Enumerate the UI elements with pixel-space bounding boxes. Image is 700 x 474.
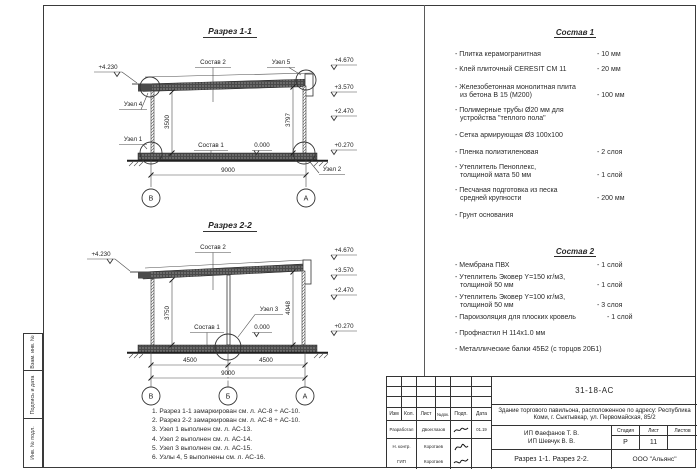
material-item: - Профнастил Н 114х1.0 мм <box>455 330 546 337</box>
section1-axis-a: А <box>303 195 309 203</box>
stamp-podpis-data-label: Подпись и дата <box>30 375 36 414</box>
label-uzel1: Узел 1 <box>123 136 143 143</box>
sheet-label: Лист <box>639 426 667 436</box>
date-cell <box>472 454 491 469</box>
elev-left-4230: +4.230 <box>98 64 118 71</box>
elev-right-0270-s2: +0.270 <box>334 323 354 330</box>
section2-dim-right: 4048 <box>285 301 292 315</box>
role-razrabotal: Разработал <box>387 421 417 439</box>
label-uzel3: Узел 3 <box>259 306 279 313</box>
label-sostav2-s2: Состав 2 <box>200 244 226 251</box>
date-cell: 01.19 <box>472 421 491 439</box>
section2-elevations <box>87 247 357 336</box>
signature-cell <box>451 421 472 439</box>
col-ndok: №док. <box>436 408 451 421</box>
label-sostav1: Состав 1 <box>198 142 224 149</box>
drawing-title: Разрез 1-1. Разрез 2-2. <box>491 450 611 469</box>
name-dvoeglazov: Двоеглазов <box>417 421 451 439</box>
sostav1-panel <box>455 28 695 233</box>
note-line: 6. Узлы 4, 5 выполнены см. л. АС-16. <box>152 454 266 462</box>
material-item: - Железобетонная монолитная плита из бетона В 15 (М200) - 100 мм <box>455 84 625 99</box>
section2-axis-a: А <box>302 393 308 401</box>
signature-icon <box>453 457 469 467</box>
label-uzel2: Узел 2 <box>322 166 342 173</box>
elev-right-4670: +4.670 <box>334 57 354 64</box>
col-data: Дата <box>472 408 491 421</box>
section1-dimensions <box>142 85 315 208</box>
wall-right2 <box>302 271 305 345</box>
client-2: ИП Шевчук В. В. <box>528 437 575 445</box>
title-block <box>386 376 696 468</box>
material-item: - Металлические балки 45Б2 (с торцов 20Б1) <box>455 346 602 353</box>
notes-list <box>152 407 382 462</box>
material-item: - Грунт основания <box>455 212 514 219</box>
stamp-inv-podl <box>23 419 43 468</box>
stage-value: Р <box>611 436 639 450</box>
signature-icon <box>453 425 469 435</box>
elev-right-2470: +2.470 <box>334 108 354 115</box>
stage-label: Стадия <box>611 426 639 436</box>
signature-cell <box>451 454 472 469</box>
clients-cell <box>491 426 611 450</box>
material-item: - Утеплитель Эковер Y=150 кг/м3, толщиной 50 мм - 1 слой <box>455 274 623 289</box>
section1-axis-v: В <box>148 195 154 203</box>
company-name: ООО "Альянс" <box>611 450 697 469</box>
section-2-2-drawing <box>85 218 430 418</box>
stamp-vzam-inv-label: Взам. инв. № <box>30 335 36 369</box>
roof-slab2 <box>143 264 303 279</box>
material-item: - Песчаная подготовка из песка средней крупности - 200 мм <box>455 187 625 202</box>
client-1: ИП Фаефанов Т. В. <box>524 429 579 437</box>
note-line: 3. Узел 1 выполнен см. л. АС-13. <box>152 426 253 434</box>
roof-canopy-left2 <box>138 272 150 279</box>
elev-right-4670-s2: +4.670 <box>334 247 354 254</box>
elev-right-3570-s2: +3.570 <box>334 267 354 274</box>
sostav1-title: Состав 1 <box>555 28 595 37</box>
label-sostav2: Состав 2 <box>200 59 226 66</box>
material-item: - Сетка армирующая Ø3 100х100 <box>455 132 563 139</box>
left-stamp-column <box>23 333 43 468</box>
note-line: 2. Разрез 2-2 замаркирован см. л. АС-8 ÷ АС-10. <box>152 417 301 425</box>
section2-dim-total: 9000 <box>221 370 235 377</box>
stamp-podpis-data <box>23 371 43 419</box>
section-1-1-drawing <box>85 22 430 227</box>
material-item: - Мембрана ПВХ - 1 слой <box>455 262 623 269</box>
sheets-label: Листов <box>667 426 697 436</box>
label-uzel4: Узел 4 <box>123 101 143 108</box>
roof-slab <box>143 79 311 92</box>
col-list: Лист <box>417 408 436 421</box>
elev-right-2470-s2: +2.470 <box>334 287 354 294</box>
wall-right <box>303 86 306 153</box>
name-korotaev1: Коротаев <box>417 439 451 454</box>
col-izm: Изм <box>387 408 402 421</box>
section1-title: Разрез 1-1 <box>208 26 252 36</box>
material-item: - Пароизоляция для плоских кровель - 1 слой <box>455 314 633 321</box>
section1-dim-total: 9000 <box>221 167 235 174</box>
section2-axis-b: Б <box>225 393 231 401</box>
title-block-right <box>491 377 697 469</box>
signature-cell <box>451 439 472 454</box>
material-item: - Утеплитель Пеноплекс, толщиной мата 50 мм - 1 слой <box>455 164 623 179</box>
label-uzel5: Узел 5 <box>271 59 291 66</box>
section2-structure <box>127 260 328 360</box>
stamp-vzam-inv <box>23 333 43 371</box>
section1-dim-left: 3500 <box>164 115 171 129</box>
floor-slab <box>138 153 317 160</box>
sheet-value: 11 <box>639 436 667 450</box>
material-item: - Полимерные трубы Ø20 мм для устройства "теплого пола" <box>455 107 564 122</box>
signature-icon <box>453 442 469 452</box>
role-gip: ГИП <box>387 454 417 469</box>
elev-right-0270: +0.270 <box>334 142 354 149</box>
col-kol: Кол. <box>402 408 417 421</box>
section2-dim-left: 3750 <box>164 306 171 320</box>
material-item: - Плитка керамогранитная - 10 мм <box>455 51 621 58</box>
ground-hatch2 <box>129 354 328 358</box>
label-sostav1-s2: Состав 1 <box>194 324 220 331</box>
wall-left <box>151 91 154 153</box>
note-line: 5. Узел 3 выполнен см. л. АС-15. <box>152 444 253 452</box>
sostav2-title: Состав 2 <box>555 247 595 256</box>
role-nkontr: Н. контр. <box>387 439 417 454</box>
section1-structure <box>127 70 328 166</box>
doc-number: 31-18-АС <box>491 377 697 405</box>
material-item: - Пленка полиэтиленовая - 2 слоя <box>455 149 623 156</box>
material-item: - Утеплитель Эковер Y=100 кг/м3, толщиной 50 мм - 3 слоя <box>455 294 623 309</box>
material-item: - Клей плиточный CERESIT CM 11 - 20 мм <box>455 66 621 73</box>
col-podp: Подп. <box>451 408 472 421</box>
object-description: Здание торгового павильона, расположенное по адресу: Республика Коми, г. Сыктывкар, ул. Первомайская, 85/2 <box>491 405 697 426</box>
note-line: 1. Разрез 1-1 замаркирован см. л. АС-8 ÷ АС-10. <box>152 408 301 415</box>
section2-axis-v: В <box>148 393 154 401</box>
date-cell <box>472 439 491 454</box>
elev-left-4230-s2: +4.230 <box>91 251 111 258</box>
section1-dim-right: 3797 <box>285 113 292 127</box>
floor-slab2 <box>138 345 317 352</box>
label-zero-level-s2: 0.000 <box>254 324 270 331</box>
sheets-value <box>667 436 697 450</box>
name-korotaev2: Коротаев <box>417 454 451 469</box>
note-line: 4. Узел 2 выполнен см. л. АС-14. <box>152 435 253 443</box>
section2-dim-span2: 4500 <box>259 357 273 364</box>
title-block-revision-table <box>387 377 491 469</box>
sostav2-panel <box>455 247 695 362</box>
section2-dim-span1: 4500 <box>183 357 197 364</box>
stamp-inv-podl-label: Инв. № подл. <box>30 426 36 460</box>
wall-left2 <box>151 279 154 345</box>
section2-labels <box>190 244 283 345</box>
section2-title: Разрез 2-2 <box>208 220 252 230</box>
elev-right-3570: +3.570 <box>334 84 354 91</box>
label-zero-level: 0.000 <box>254 142 270 149</box>
